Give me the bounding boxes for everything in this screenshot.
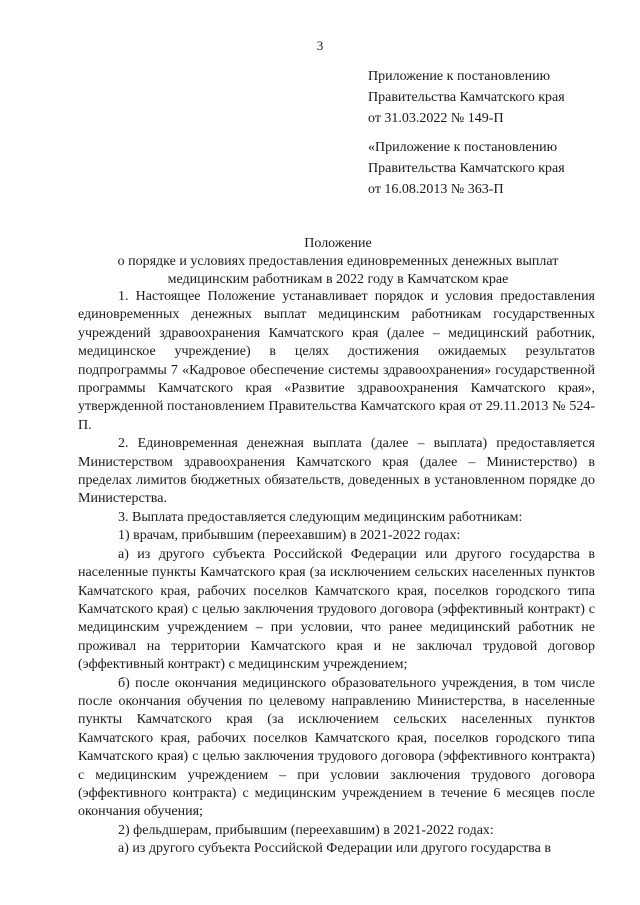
title-line: о порядке и условиях предоставления единовременных денежных выплат — [117, 254, 559, 269]
appendix-line: от 16.08.2013 № 363-П — [368, 182, 504, 197]
paragraph: 1. Настоящее Положение устанавливает порядок и условия предоставления единовременных денежных выплат медицинским работникам государственных учреждений здравоохранения Камчатского края (далее – медицинский работник, медицинское учреждение) в целях достижения ожидаемых результатов подпрограммы 7 «Кадровое обеспечение системы здравоохранения» государственной программы Камчатского края «Развитие здравоохранения Камчатского края», утвержденной постановлением Правительства Камчатского края от 29.11.2013 № 524-П. — [78, 289, 595, 433]
paragraph: 1) врачам, прибывшим (переехавшим) в 2021-2022 годах: — [118, 528, 461, 544]
paragraph: 2. Единовременная денежная выплата (далее – выплата) предоставляется Министерством здравоохранения Камчатского края (далее – Министерство) в пределах лимитов бюджетных обязательств, доведенных в установленном порядке до Министерства. — [78, 436, 595, 507]
document-title — [78, 235, 598, 289]
document-body — [78, 288, 595, 859]
paragraph: а) из другого субъекта Российской Федерации или другого государства в населенные пункты Камчатского края (за исключением сельских населенных пунктов Камчатского края, рабочих поселков Камчатского края, поселков городского типа Камчатского края) с целью заключения трудового договора (эффективный контракт) с медицинским учреждением – при условии, что ранее медицинский работник не проживал на территории Камчатского края и не заключал трудовой договор (эффективный контракт) с медицинским учреждением; — [78, 546, 595, 673]
appendix-reference-original — [368, 137, 618, 200]
appendix-line: Правительства Камчатского края — [368, 90, 565, 105]
appendix-reference-current — [368, 66, 618, 129]
paragraph: 2) фельдшерам, прибывшим (переехавшим) в 2021-2022 годах: — [118, 822, 494, 838]
page-number: 3 — [316, 38, 324, 53]
appendix-line: Правительства Камчатского края — [368, 161, 565, 176]
title-heading: Положение — [304, 236, 372, 251]
appendix-line: «Приложение к постановлению — [368, 140, 558, 155]
appendix-line: Приложение к постановлению — [368, 69, 551, 84]
appendix-line: от 31.03.2022 № 149-П — [368, 111, 504, 126]
paragraph: а) из другого субъекта Российской Федерации или другого государства в — [118, 841, 551, 857]
title-line: медицинским работникам в 2022 году в Камчатском крае — [167, 272, 509, 287]
paragraph: 3. Выплата предоставляется следующим медицинским работникам: — [118, 509, 523, 525]
paragraph: б) после окончания медицинского образовательного учреждения, в том числе после окончания обучения по целевому направлению Министерства, в населенные пункты Камчатского края (за исключением сельских населенных пунктов Камчатского края, рабочих поселков Камчатского края, поселков городского типа Камчатского края) с целью заключения трудового договора (эффективного контракта) с медицинским учреждением – при условии заключения трудового договора (эффективного контракта) с медицинским учреждением в течение 6 месяцев после окончания обучения; — [78, 675, 595, 820]
